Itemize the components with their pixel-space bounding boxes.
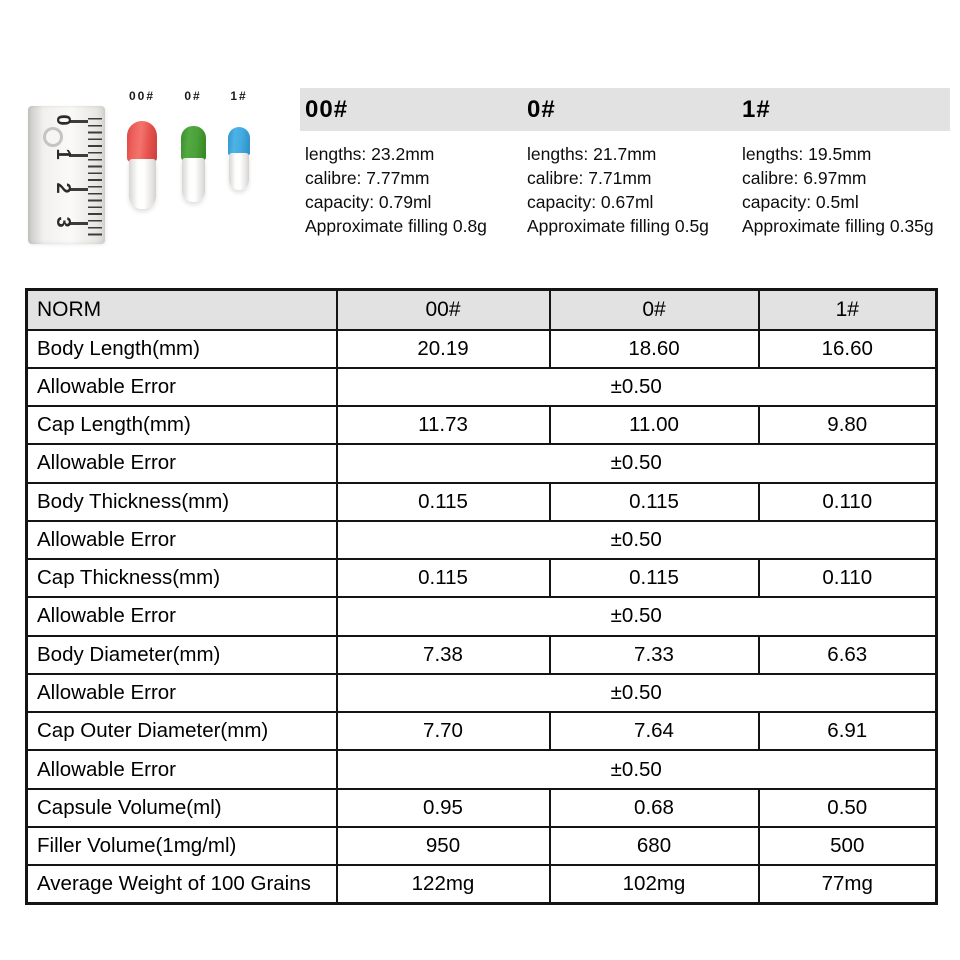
- spec-line: lengths: 21.7mm: [527, 144, 657, 164]
- capsule-body: [129, 159, 156, 209]
- header-norm: NORM: [27, 290, 337, 330]
- spec-line: Approximate filling 0.35g: [742, 216, 934, 236]
- value-cell: 122mg: [337, 865, 550, 903]
- product-photo: [0, 0, 290, 270]
- spec-line: Approximate filling 0.5g: [527, 216, 709, 236]
- ruler-number: 3: [52, 216, 74, 228]
- value-cell: 680: [550, 827, 759, 865]
- row-label: Filler Volume(1mg/ml): [27, 827, 337, 865]
- table-row: [27, 483, 937, 521]
- capsule-size-label-00: 00#: [128, 89, 156, 103]
- spec-title: 0#: [527, 96, 556, 123]
- capsule-cap: [228, 127, 250, 156]
- value-cell: 0.68: [550, 789, 759, 827]
- value-cell: 500: [759, 827, 937, 865]
- spec-title: 1#: [742, 96, 771, 123]
- spec-line: capacity: 0.5ml: [742, 192, 859, 212]
- capsule-00-red: [127, 121, 157, 209]
- value-cell: 77mg: [759, 865, 937, 903]
- capsule-cap: [127, 121, 157, 162]
- value-cell: 6.91: [759, 712, 937, 750]
- row-label: Cap Outer Diameter(mm): [27, 712, 337, 750]
- table-row: [27, 674, 937, 712]
- spec-column-0: [527, 88, 742, 238]
- value-cell: 950: [337, 827, 550, 865]
- value-cell: 11.73: [337, 406, 550, 444]
- capsule-size-label-0: 0#: [184, 89, 202, 103]
- value-cell: 20.19: [337, 330, 550, 368]
- row-label: Allowable Error: [27, 444, 337, 482]
- spec-line: calibre: 7.71mm: [527, 168, 652, 188]
- ruler-number: 2: [52, 182, 74, 194]
- capsule-body: [182, 158, 205, 202]
- table-row: [27, 330, 937, 368]
- value-cell: 0.115: [550, 559, 759, 597]
- value-cell: 16.60: [759, 330, 937, 368]
- capsule-0-green: [181, 126, 206, 202]
- ruler-number: 1: [52, 148, 74, 160]
- spec-line: lengths: 19.5mm: [742, 144, 872, 164]
- header-size-0: 0#: [550, 290, 759, 330]
- merged-error-cell: ±0.50: [337, 521, 937, 559]
- table-header-row: [27, 290, 937, 330]
- ruler-graphic: [28, 106, 105, 244]
- value-cell: 9.80: [759, 406, 937, 444]
- row-label: Allowable Error: [27, 750, 337, 788]
- row-label: Capsule Volume(ml): [27, 789, 337, 827]
- row-label: Allowable Error: [27, 521, 337, 559]
- row-label: Cap Thickness(mm): [27, 559, 337, 597]
- spec-line: calibre: 6.97mm: [742, 168, 867, 188]
- row-label: Body Diameter(mm): [27, 636, 337, 674]
- table-row: [27, 444, 937, 482]
- spec-line: calibre: 7.77mm: [305, 168, 430, 188]
- table-row: [27, 521, 937, 559]
- header-size-00: 00#: [337, 290, 550, 330]
- table-row: [27, 827, 937, 865]
- header-size-1: 1#: [759, 290, 937, 330]
- value-cell: 7.33: [550, 636, 759, 674]
- table-row: [27, 368, 937, 406]
- value-cell: 7.64: [550, 712, 759, 750]
- value-cell: 0.115: [337, 483, 550, 521]
- table-row: [27, 865, 937, 903]
- row-label: Cap Length(mm): [27, 406, 337, 444]
- row-label: Allowable Error: [27, 674, 337, 712]
- ruler-number: 0: [52, 114, 74, 126]
- spec-table: [25, 288, 938, 905]
- merged-error-cell: ±0.50: [337, 750, 937, 788]
- spec-title: 00#: [305, 96, 349, 123]
- value-cell: 0.115: [337, 559, 550, 597]
- value-cell: 0.95: [337, 789, 550, 827]
- ruler-minor-ticks: [88, 118, 102, 240]
- value-cell: 0.115: [550, 483, 759, 521]
- merged-error-cell: ±0.50: [337, 368, 937, 406]
- row-label: Average Weight of 100 Grains: [27, 865, 337, 903]
- value-cell: 7.38: [337, 636, 550, 674]
- value-cell: 6.63: [759, 636, 937, 674]
- table-row: [27, 559, 937, 597]
- table-row: [27, 750, 937, 788]
- spec-line: lengths: 23.2mm: [305, 144, 435, 164]
- value-cell: 11.00: [550, 406, 759, 444]
- row-label: Allowable Error: [27, 368, 337, 406]
- value-cell: 18.60: [550, 330, 759, 368]
- spec-line: capacity: 0.67ml: [527, 192, 654, 212]
- value-cell: 0.110: [759, 559, 937, 597]
- row-label: Body Thickness(mm): [27, 483, 337, 521]
- value-cell: 0.50: [759, 789, 937, 827]
- merged-error-cell: ±0.50: [337, 444, 937, 482]
- value-cell: 0.110: [759, 483, 937, 521]
- table-row: [27, 789, 937, 827]
- capsule-cap: [181, 126, 206, 161]
- capsule-1-blue: [228, 127, 250, 190]
- value-cell: 7.70: [337, 712, 550, 750]
- table-row: [27, 636, 937, 674]
- value-cell: 102mg: [550, 865, 759, 903]
- spec-line: Approximate filling 0.8g: [305, 216, 487, 236]
- merged-error-cell: ±0.50: [337, 597, 937, 635]
- spec-column-1: [742, 88, 957, 238]
- table-row: [27, 597, 937, 635]
- table-row: [27, 712, 937, 750]
- merged-error-cell: ±0.50: [337, 674, 937, 712]
- spec-line: capacity: 0.79ml: [305, 192, 432, 212]
- table-row: [27, 406, 937, 444]
- capsule-body: [229, 153, 249, 190]
- capsule-size-label-1: 1#: [230, 89, 248, 103]
- row-label: Body Length(mm): [27, 330, 337, 368]
- spec-column-00: [305, 88, 520, 238]
- row-label: Allowable Error: [27, 597, 337, 635]
